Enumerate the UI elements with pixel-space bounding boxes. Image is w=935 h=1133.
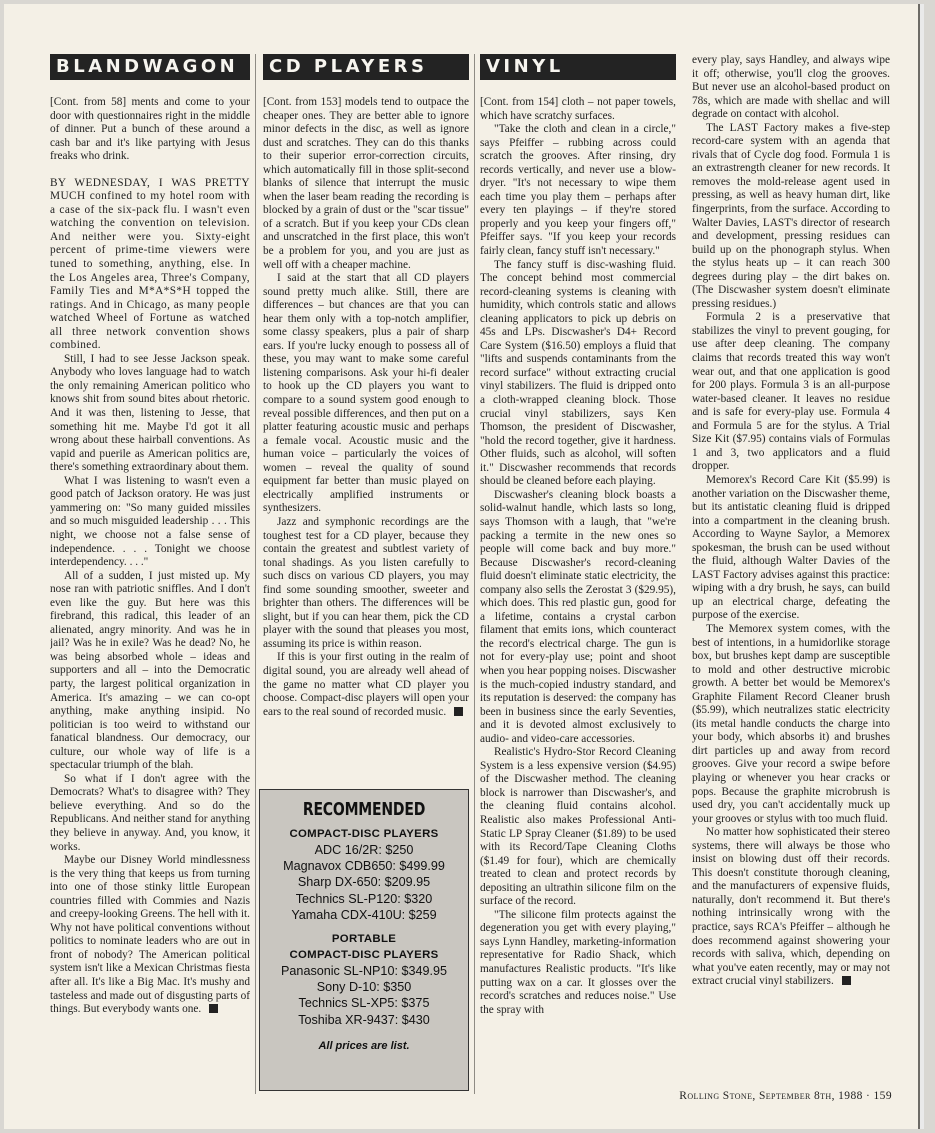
rec-item: Yamaha CDX-410U: $259: [291, 907, 437, 922]
recommended-title: RECOMMENDED: [302, 800, 426, 820]
col1-para-1: BY WEDNESDAY, I WAS PRETTY MUCH confined to my hotel room with a case of the six-pack flu. I wasn't even watching the convention on television. And neither were you. Sixty-eight percent of prime-time viewers were tuned to something, anything, else. In the Los Angeles area, Three's Company, Family Ties and M*A*S*H topped the ratings. And in Chicago, as many people watched Wheel of Fortune as watched all three network convention shows combined.: [50, 176, 250, 352]
col1-para-5: So what if I don't agree with the Democrats? What's to disagree with? They believe everything. And so do the Republicans. And neither stand for anything they believe in anyway. And, you know, it works.: [50, 772, 250, 853]
rec-item: Technics SL-XP5: $375: [298, 996, 430, 1011]
rec-item: ADC 16/2R: $250: [314, 843, 414, 857]
col1-para-6: Maybe our Disney World mindlessness is the very thing that keeps us from turning into one of those stinky little European countries filled with Commies and Nazis and creepy-looking Greens. The hell with it. Why not have political conventions without politics to nominate leaders who are out in front of nobody? The American political system isn't like a Mexican Christmas fiesta after all. It's like a Big Mac. It's mushy and tasteless and made out of disgusting parts of things. But everybody wants one.: [50, 854, 250, 1016]
col1-para-0: [Cont. from 58] ments and come to your door with questionnaires right in the middle of dinner. Put a bunch of these around a cash bar and it's like partying with Jesus freaks who drink.: [50, 96, 250, 163]
col1-para-4: All of a sudden, I just misted up. My nose ran with patriotic sniffles. And I don't even like the guy. But here was this firebrand, this radical, this leader of an alienated, angry minority. And was he in jail? Was he in exile? Was he dead? No, he was being absorbed whole – ideas and supporters and all – into the Democratic party, the largest political organization in America. It's amazing – we can co-opt anything, make anything insipid. No politician is too weird to withstand our fanatical blandness. Our democracy, our culture, our whole way of life is a spectacular triumph of the blah.: [50, 569, 250, 772]
end-mark-icon: [209, 1004, 218, 1013]
col4-para-4: The Memorex system comes, with the best of intentions, in a humidorlike storage box, but brushes kept damp are susceptible to mold and other destructive microbic growth. A better bet would be Memorex's Graphite Filament Record Cleaner brush ($5.99), which neutralizes static electricity (its metal handle conducts the charge into your body, which absorbs it) and brushes dirt particles up and away from record grooves. Give your record a swipe before playing or whenever you hear cracks or pops. Because the graphite microbrush is used dry, you can't accidentally muck up your grooves or stylus with too much fluid.: [692, 622, 890, 825]
prices-note: All prices are list.: [318, 1039, 410, 1052]
rec-item: Sony D-10: $350: [316, 980, 412, 995]
rec-item: Toshiba XR-9437: $430: [298, 1012, 430, 1027]
col3-para-0: [Cont. from 154] cloth – not paper towels, which have scratchy surfaces.: [480, 96, 676, 122]
blandwagon-column: [50, 96, 250, 1098]
vinyl-heading: VINYL: [480, 54, 676, 80]
rec-item: Technics SL-P120: $320: [295, 891, 433, 906]
page-footer: [679, 1090, 892, 1102]
rec-item: Sharp DX-650: $209.95: [297, 875, 431, 890]
cd-players-subtitle: COMPACT-DISC PLAYERS: [289, 828, 439, 840]
end-mark-icon: [842, 976, 851, 985]
portable-subtitle-line1: PORTABLE: [331, 933, 397, 946]
col1-para-3: What I was listening to wasn't even a good patch of Jackson oratory. He was just yammering on: "So many guided missiles and so much misguided leadership . . . This night, we choose not a false sense of independence. . . . Tonight we choose interdependency. . . .": [50, 474, 250, 569]
column-rule-2: [474, 54, 475, 1094]
recommended-box: [259, 789, 469, 1091]
footer-text: Rolling Stone, September 8th, 1988 · 159: [679, 1090, 892, 1102]
rec-item: Magnavox CDB650: $499.99: [283, 859, 445, 874]
col1-para-2: Still, I had to see Jesse Jackson speak. Anybody who loves language had to watch the only remaining American politico who knows shit from sound bites about rhetoric. And it was then, listening to Jesse, that something hit me. Maybe I'd got it all wrong about these hairball conventions. As vapid and puerile as American politics are, there's something extraordinary about them.: [50, 352, 250, 474]
end-mark-icon: [454, 707, 463, 716]
column-rule-1: [255, 54, 256, 1094]
col2-para-1: I said at the start that all CD players sound pretty much alike. Still, there are differences – but chances are that you can hear them only with a top-notch amplifier, some classy speakers, plus a pair of sharp ears. If you're lucky enough to possess all of these, you may want to make some careful listening comparisons. Ask your hi-fi dealer to hook up the CD players you want to compare to a sound system good enough to reveal possible differences, and then put on a platter featuring acoustic music and perhaps a female vocal. Acoustic music and the human voice – particularly the voices of women – reveal the quality of sound equipment far better than music played on electrically amplified instruments or synthesizers.: [263, 272, 469, 515]
col4-para-2: Formula 2 is a preservative that stabilizes the vinyl to prevent gouging, for use after deep cleaning. The company claims that records treated this way won't wear out, and that one application is good for 200 plays. Formula 3 is an all-purpose water-based cleaner. It leaves no residue and is safe for every-play use. Formula 4 and Formula 5 are for the stylus. A Trial Size Kit ($7.95) contains vials of Formulas 1 and 3, two applicators and a fluid dropper.: [692, 311, 890, 473]
cd-players-column: [263, 96, 469, 778]
cd-players-heading: CD PLAYERS: [263, 54, 469, 80]
col3-para-1: "Take the cloth and clean in a circle," says Pfeiffer – rubbing across could scratch the grooves. After rinsing, dry records vertically, and never use a blow-dryer. "It's not necessary to wipe them each time you play them – perhaps after every ten playings – if they're stored properly and you keep your fingers off," Pfeiffer says. "If you keep your records fairly clean, fancy stuff isn't necessary.": [480, 123, 676, 258]
vinyl-column: [480, 96, 676, 1098]
col2-para-2: Jazz and symphonic recordings are the toughest test for a CD player, because they contain the greatest and subtlest variety of tonal shadings. As you listen carefully to such discs on various CD players, you may find some sounding smoother, sweeter and brighter than others. The differences will be slight, but if you can hear them, pick the CD player with the sound that pleases you most, assuming its price is within reason.: [263, 515, 469, 650]
vinyl-column-continued: [692, 54, 890, 1086]
col4-para-5: No matter how sophisticated their stereo systems, there will always be those who insist on blowing dust off their records. This doesn't constitute thorough cleaning, and the manufacturers of expensive fluids, naturally, don't recommend it. But there's nothing intrinsically wrong with the practice, says RCA's Pfeiffer – although he does recommend against showering your records with saliva, which, depending on what you've eaten recently, may or may not extract crucial vinyl stabilizers.: [692, 826, 890, 988]
col4-para-3: Memorex's Record Care Kit ($5.99) is another variation on the Discwasher theme, but its antistatic cleaning fluid is dripped into a compartment in the cleaning brush. According to Wayne Saylor, a Memorex spokesman, the brush can be used without the fluid, although Walter Davies of the LAST Factory advises against this practice: wiping with a dry brush, he says, can build up an electrical charge, defeating the purpose of the exercise.: [692, 473, 890, 622]
blandwagon-heading: BLANDWAGON: [50, 54, 250, 80]
portable-subtitle-line2: COMPACT-DISC PLAYERS: [289, 949, 439, 962]
col4-para-0: every play, says Handley, and always wipe it off; otherwise, you'll clog the grooves. But never use an alcohol-based product on 78s, which are made with shellac and will degrade on contact with alcohol.: [692, 54, 890, 121]
col3-para-5: "The silicone film protects against the degeneration you get with every playing," says Lynn Handley, marketing-information representative for Radio Shack, which manufactures Realistic products. "It's like putting wax on a car. It glosses over the record's scratches and reduces noise." Use the spray with: [480, 908, 676, 1016]
col4-para-1: The LAST Factory makes a five-step record-care system with an agenda that rivals that of Cycle dog food. Formula 1 is an extrastrength cleaner for new records. It removes the mold-release agent used in pressing, as well as heavy human dirt, like fingerprints, from the surface. According to Walter Davies, LAST's director of research and development, pressing residues can build up on the phonograph stylus. When the stylus heats up – it can reach 300 degrees during play – the dirt bakes on. (The Discwasher system doesn't eliminate pressing residues.): [692, 121, 890, 310]
rec-item: Panasonic SL-NP10: $349.95: [281, 964, 447, 979]
col3-para-2: The fancy stuff is disc-washing fluid. The concept behind most commercial record-cleaning systems is cleaning with humidity, which controls static and allows cleaning applicators to pick up debris on 45s and LPs. Discwasher's D4+ Record Care System ($16.50) employs a fluid that "lifts and suspends contaminants from the record surface" without extracting crucial vinyl stabilizers. The fluid is dripped onto a cloth-wrapped cleaning block. Those crucial vinyl stabilizers, says Ken Thomson, the president of Discwasher, "hold the record together, give it hardness. Other fluids, such as alcohol, will soften it." Discwasher recommends that records should be cleaned before each playing.: [480, 258, 676, 488]
col3-para-3: Discwasher's cleaning block boasts a solid-walnut handle, which lasts so long, says Thomson with a laugh, that "we're packing a termite in the new ones so people will come back and buy more." Because Discwasher's record-cleaning fluid doesn't eliminate static electricity, the company also sells the Zerostat 3 ($29.95), which does. This red plastic gun, good for a lifetime, contains a crystal carbon filament that emits ions, which counteract the record's electrical charge. The gun is not for every-play use; point and shoot when you hear popping noises. Discwasher is the much-copied industry standard, and its reputation is deserved: the company has been in business since the early Seventies, and it is devoted almost exclusively to audio- and video-care accessories.: [480, 488, 676, 745]
col3-para-4: Realistic's Hydro-Stor Record Cleaning System is a less expensive version ($4.95) of the Discwasher method. The cleaning block is narrower than Discwasher's, and the cleaning fluid contains alcohol. Realistic also makes Professional Anti-Static LP Spray Cleaner ($1.89) to be used with its Record/Tape Cleaning Cloths ($1.49 for four), which are chemically treated to clean and protect records by depositing an ultrathin silicone film on the surface of the record.: [480, 746, 676, 908]
magazine-page: [4, 4, 918, 1129]
col2-para-0: [Cont. from 153] models tend to outpace the cheaper ones. They are better able to ignore minor defects in the disc, as well as ignore dust and scratches. They can do this thanks to their superior error-correction circuits, which automatically fill in those split-second blanks of silence that interrupt the music when the laser beam reading the recording is blocked by a grain of dust or the "scar tissue" of a scratch. But if you keep your CDs clean and unscratched in the first place, this won't be a problem for you, and you are just as well off with a cheaper machine.: [263, 96, 469, 271]
col2-para-3: If this is your first outing in the realm of digital sound, you are already well ahead of the game no matter what CD player you choose. Compact-disc players will open your ears to the real sound of recorded music.: [263, 651, 469, 718]
